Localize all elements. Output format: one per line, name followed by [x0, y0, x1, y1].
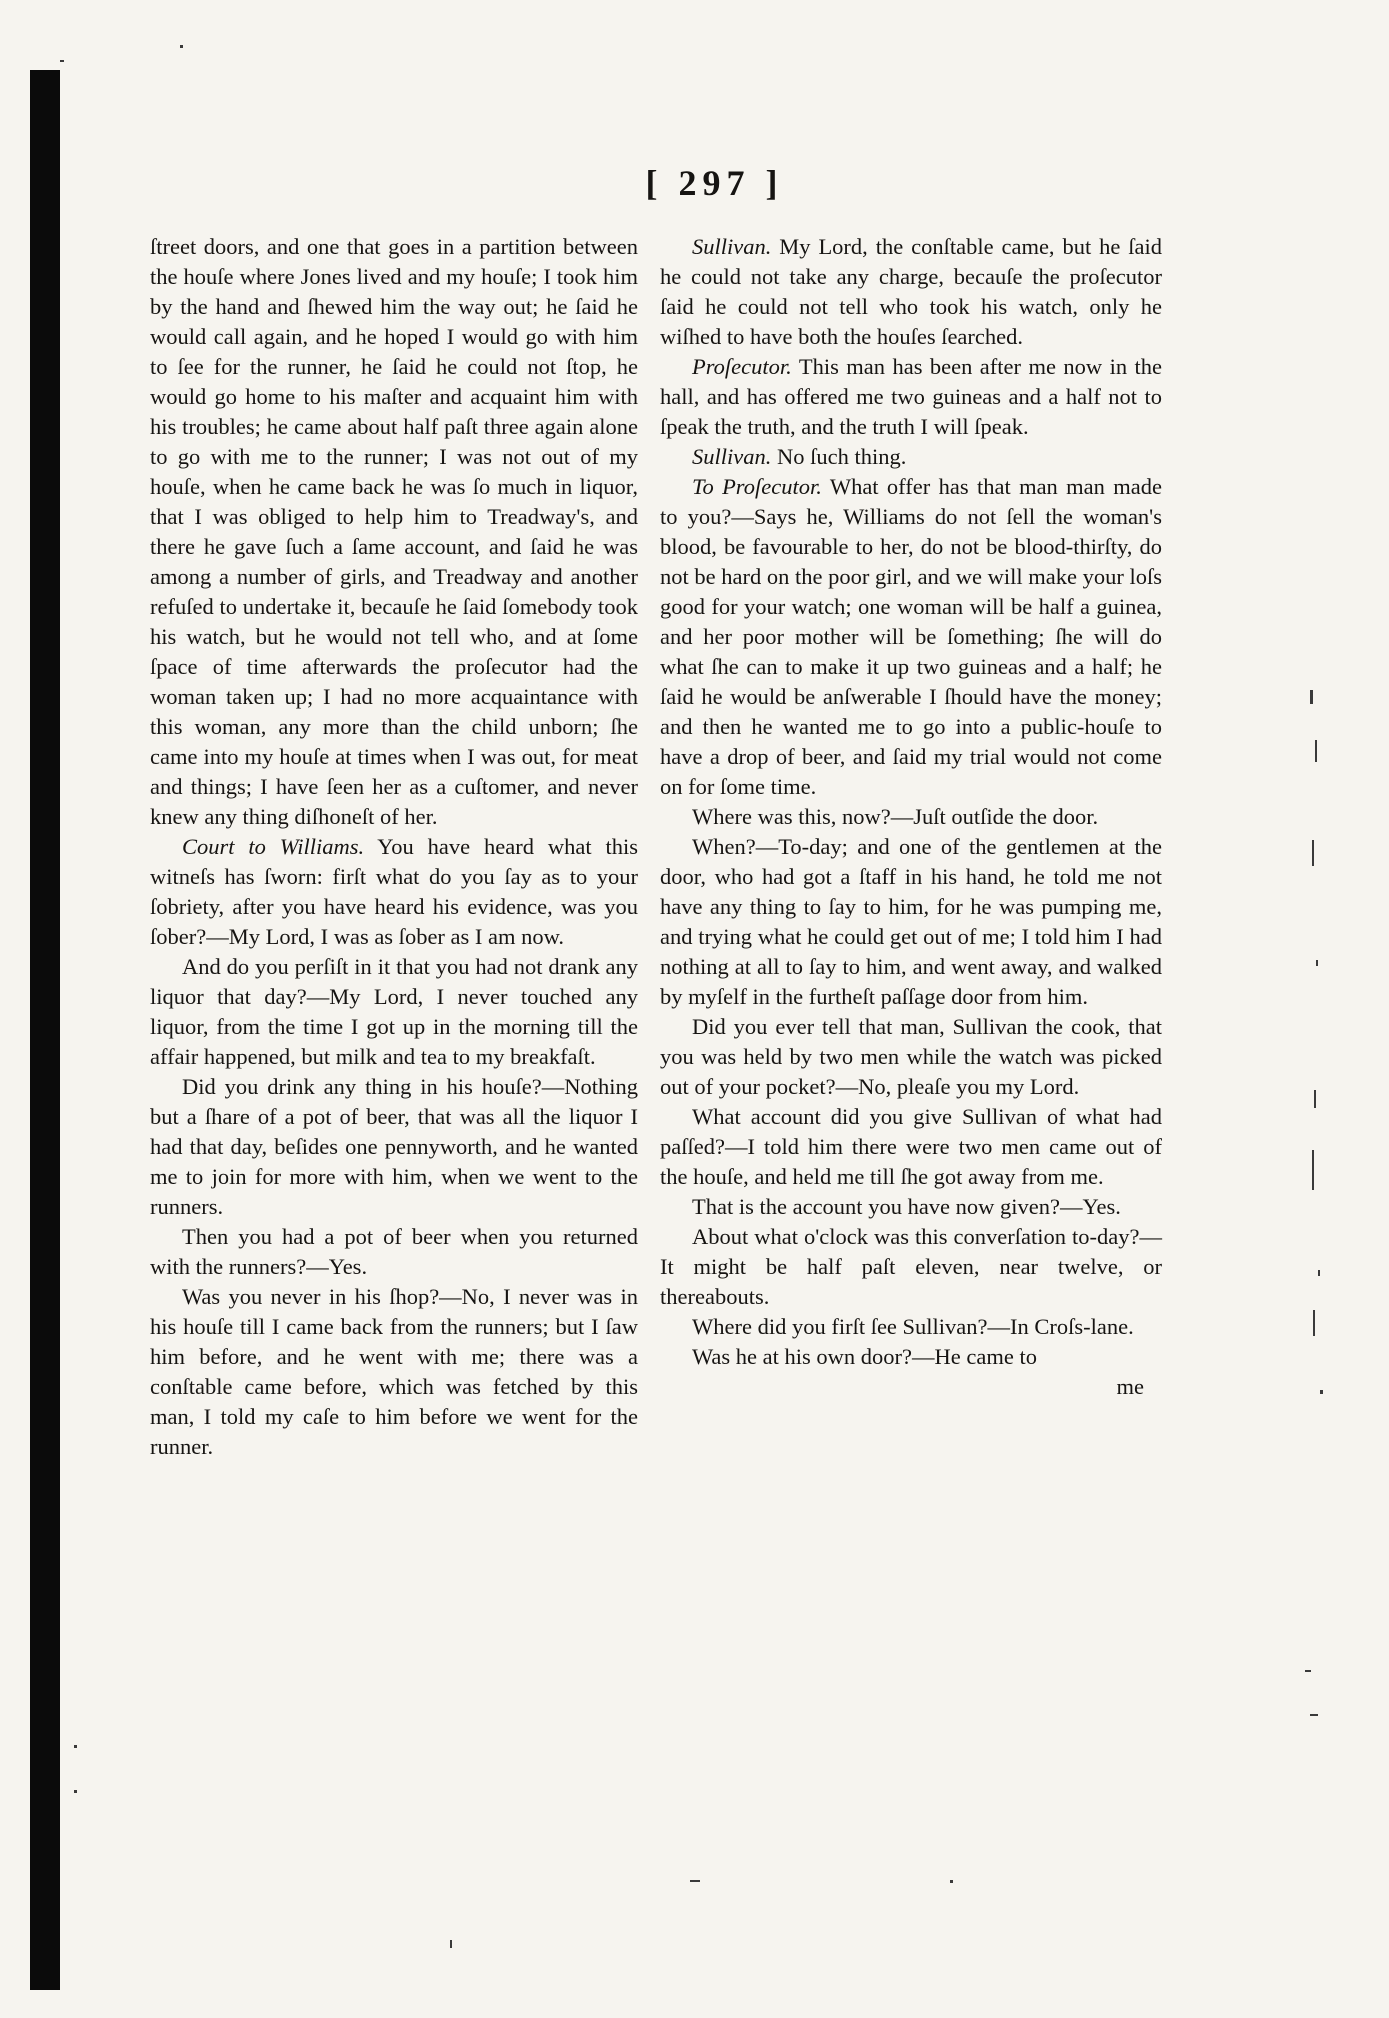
speaker-label: Sullivan. — [692, 234, 772, 259]
left-column — [150, 232, 638, 1462]
speaker-label: Proſecutor. — [692, 354, 792, 379]
paragraph-text: This man has been after me now in the hall, and has offered me two guineas and a half not to ſpeak the truth, and the truth I will ſpeak. — [660, 354, 1163, 439]
speaker-label: Court to Williams. — [182, 834, 365, 859]
paragraph-text: What offer has that man man made to you?—Says he, Williams do not ſell the woman's blood, be favourable to her, do not be blood-thirſty, do not be hard on the poor girl, and we will make your loſs good for your watch; one woman will be half a guinea, and her poor mother will be ſomething; ſhe will do what ſhe can to make it up two guineas and a half; he ſaid he would be anſwerable I ſhould have the money; and then he wanted me to go into a public-houſe to have a drop of beer, and ſaid my trial would not come on for ſome time. — [660, 474, 1163, 799]
paragraph-text: What account did you give Sullivan of what had paſſed?—I told him there were two men came out of the houſe, and held me till ſhe got away from me. — [660, 1104, 1162, 1189]
speaker-label: To Proſecutor. — [692, 474, 822, 499]
paragraph-text: ſtreet doors, and one that goes in a partition between the houſe where Jones lived and my houſe; I took him by the hand and ſhewed him the way out; he ſaid he would call again, and he hoped I would go with him to ſee for the runner, he ſaid he could not ſtop, he would go home to his maſter and acquaint him with his troubles; he came about half paſt three again alone to go with me to the runner; I was not out of my houſe, when he came back he was ſo much in liquor, that I was obliged to help him to Treadway's, and there he gave ſuch a ſame account, and ſaid he was among a number of girls, and Treadway and another refuſed to undertake it, becauſe he ſaid ſomebody took his watch, but he would not tell who, and at ſome ſpace of time afterwards the proſecutor had the woman taken up; I had no more acquaintance with this woman, any more than the child unborn; ſhe came into my houſe at times when I was out, for meat and things; I have ſeen her as a cuſtomer, and never knew any thing diſhoneſt of her. — [150, 234, 638, 829]
paragraph-text: My Lord, the conſtable came, but he ſaid he could not take any charge, becauſe the proſecutor ſaid he could not tell who took his watch, only he wiſhed to have both the houſes ſearched. — [660, 234, 1162, 349]
paragraph — [660, 1192, 1162, 1222]
paragraph-text: And do you perſiſt in it that you had not drank any liquor that day?—My Lord, I never touched any liquor, from the time I got up in the morning till the affair happened, but milk and tea to my breakfaſt. — [150, 954, 638, 1069]
paragraph-text: You have heard what this witneſs has ſworn: firſt what do you ſay as to your ſobriety, after you have heard his evidence, was you ſober?—My Lord, I was as ſober as I am now. — [150, 834, 638, 949]
paragraph-text: No ſuch thing. — [777, 444, 907, 469]
paragraph — [660, 232, 1162, 352]
paragraph-text: Was you never in his ſhop?—No, I never was in his houſe till I came back from the runners; but I ſaw him before, and he went with me; there was a conſtable came before, which was fetched by this man, I told my caſe to him before we went for the runner. — [150, 1284, 638, 1459]
paragraph — [150, 1222, 638, 1282]
speaker-label: Sullivan. — [692, 444, 772, 469]
catchword: me — [1116, 1374, 1144, 1399]
paragraph-text: Then you had a pot of beer when you returned with the runners?—Yes. — [150, 1224, 638, 1279]
page-number: [ 297 ] — [645, 163, 784, 203]
paragraph-text: Was he at his own door?—He came to — [692, 1344, 1037, 1369]
paragraph — [660, 802, 1162, 832]
paragraph — [150, 1072, 638, 1222]
paragraph — [660, 1222, 1162, 1312]
paragraph — [660, 1342, 1162, 1372]
paragraph — [660, 1012, 1162, 1102]
book-spine-shadow — [30, 70, 60, 1990]
paragraph — [150, 232, 638, 832]
paragraph — [150, 952, 638, 1072]
paragraph-text: Did you drink any thing in his houſe?—Nothing but a ſhare of a pot of beer, that was all the liquor I had that day, beſides one pennyworth, and he wanted me to join for more with him, when we went to the runners. — [150, 1074, 638, 1219]
paragraph-text: About what o'clock was this converſation to-day?—It might be half paſt eleven, near twelve, or thereabouts. — [660, 1224, 1162, 1309]
paragraph — [660, 472, 1162, 802]
paragraph — [660, 832, 1162, 1012]
paragraph — [150, 832, 638, 952]
paragraph-text: That is the account you have now given?—Yes. — [692, 1194, 1121, 1219]
paragraph — [660, 1312, 1162, 1342]
paragraph-text: Did you ever tell that man, Sullivan the cook, that you was held by two men while the watch was picked out of your pocket?—No, pleaſe you my Lord. — [660, 1014, 1162, 1099]
paragraph — [150, 1282, 638, 1462]
paragraph-text: When?—To-day; and one of the gentlemen at the door, who had got a ſtaff in his hand, he told me not have any thing to ſay to him, for he was pumping me, and trying what he could get out of me; I told him I had nothing at all to ſay to him, and went away, and walked by myſelf in the furtheſt paſſage door from him. — [660, 834, 1162, 1009]
paragraph — [660, 1102, 1162, 1192]
paragraph-text: Where was this, now?—Juſt outſide the door. — [692, 804, 1099, 829]
paragraph — [660, 352, 1162, 442]
paragraph-text: Where did you firſt ſee Sullivan?—In Croſs-lane. — [692, 1314, 1134, 1339]
right-column — [660, 232, 1162, 1402]
paragraph — [660, 442, 1162, 472]
